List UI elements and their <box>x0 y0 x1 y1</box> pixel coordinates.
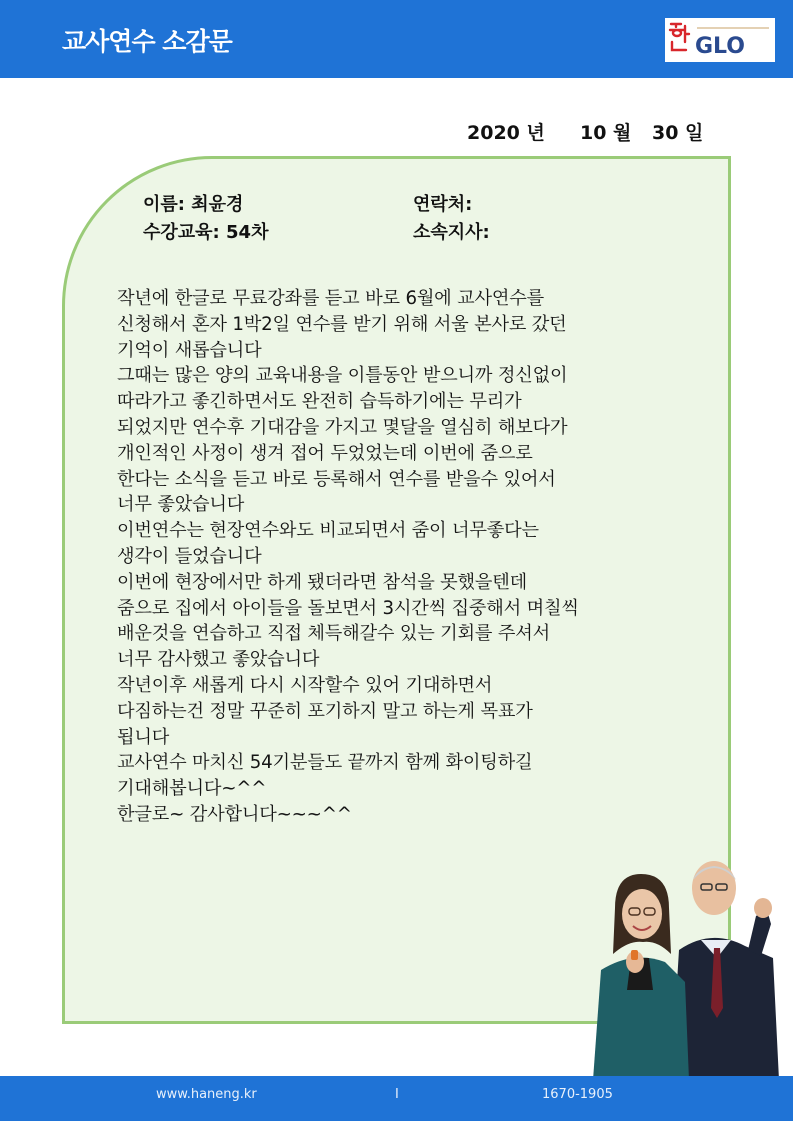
hanglo-logo <box>665 18 775 62</box>
name-field: 이름: 최윤경 <box>143 194 244 215</box>
date-line <box>0 118 793 146</box>
testimonial-text: 작년에 한글로 무료강좌를 듣고 바로 6월에 교사연수를 신청해서 혼자 1박2일 연수를 받기 위해 서울 본사로 갔던 기억이 새롭습니다 그때는 많은 양의 교육내용을 이틀동안 받으니까 정신없이 따라가고 좋긴하면서도 완전히 습득하기에는 무리가 되었지만 연수후 기대감을 가지고 몇달을 열심히 해보다가 개인적인 사정이 생겨 접어 두었었는데 이번에 줌으로 한다는 소식을 듣고 바로 등록해서 연수를 받을수 있어서 너무 좋았습니다 이번연수는 현장연수와도 비교되면서 줌이 너무좋다는 생각이 들었습니다 이번에 현장에서만 하게 됐더라면 참석을 못했을텐데 줌으로 집에서 아이들을 돌보면서 3시간씩 집중해서 며칠씩 배운것을 연습하고 직접 체득해갈수 있는 기회를 주셔서 너무 감사했고 좋았습니다 작년이후 새롭게 다시 시작할수 있어 기대하면서 다짐하는건 정말 꾸준히 포기하지 말고 하는게 목표가 됩니다 교사연수 마치신 54기분들도 끝까지 함께 화이팅하길 기대해봅니다~^^ 한글로~ 감사합니다~~~^^ <box>117 288 579 825</box>
page-title: 교사연수 소감문 <box>62 27 232 56</box>
branch-field: 소속지사: <box>413 222 490 243</box>
course-field: 수강교육: 54차 <box>143 222 269 243</box>
date-day: 30 일 <box>652 122 704 144</box>
logo-text: GLO <box>695 34 745 59</box>
date-month: 10 월 <box>580 122 632 144</box>
footer-separator: I <box>395 1087 399 1102</box>
footer-bar <box>0 1076 793 1121</box>
teachers-photo <box>593 858 779 1080</box>
date-year: 2020 년 <box>467 122 545 144</box>
footer-website[interactable]: www.haneng.kr <box>156 1087 257 1102</box>
contact-field: 연락처: <box>413 194 473 215</box>
footer-phone: 1670-1905 <box>542 1087 613 1102</box>
header-bar <box>0 0 793 78</box>
